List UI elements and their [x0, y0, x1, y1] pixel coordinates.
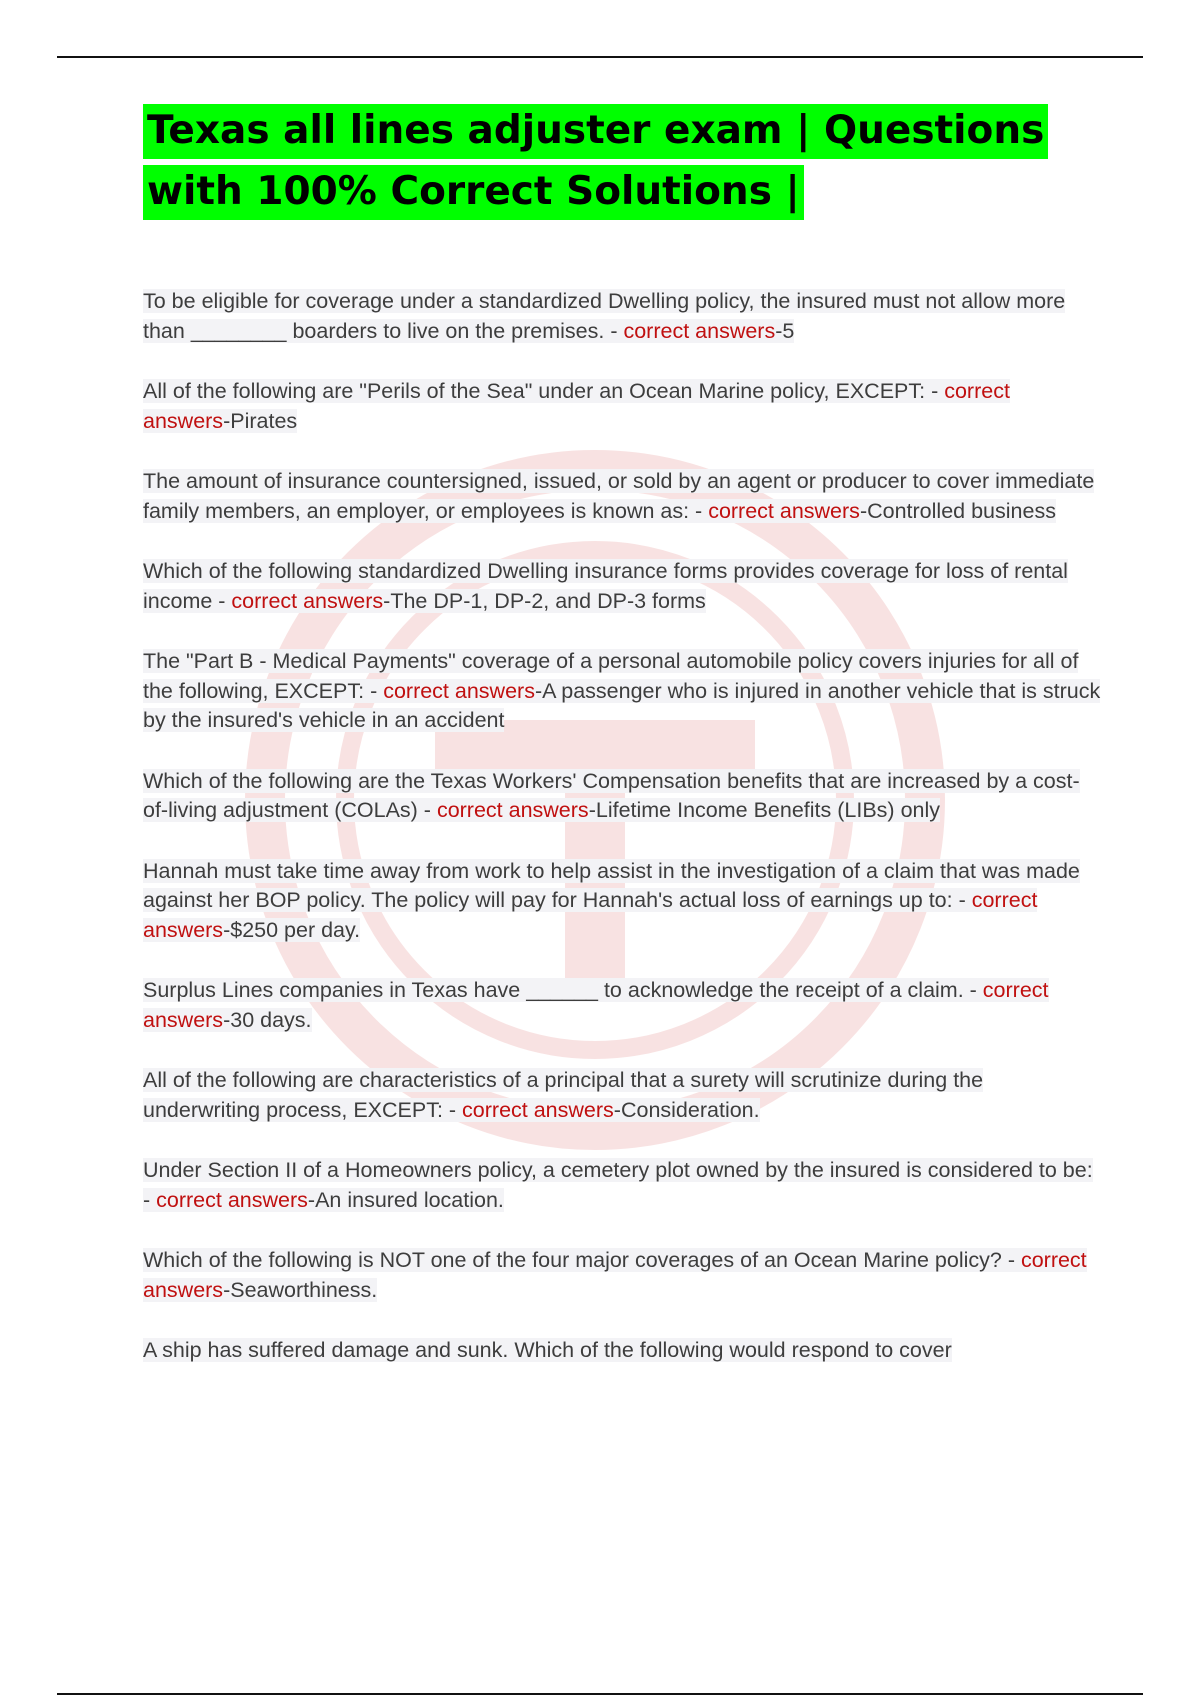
title-highlight: Texas all lines adjuster exam | Questions with 100% Correct Solutions |: [143, 104, 1048, 220]
question-text: Which of the following is NOT one of the four major coverages of an Ocean Marine policy?: [143, 1248, 1002, 1272]
answer-separator: -: [1001, 1248, 1021, 1272]
question-text: The "Part B - Medical Payments" coverage of a personal automobile policy covers injuries for all of the following, EXCEPT:: [143, 649, 1079, 703]
question-text: Which of the following are the Texas Workers' Compensation benefits that are increased by a cost-of-living adjustment (COLAs): [143, 768, 1080, 822]
document-title: [143, 100, 1103, 222]
answer-dash: -: [223, 1007, 231, 1032]
question-text: The amount of insurance countersigned, issued, or sold by an agent or producer to cover immediate family members, an employer, or employees is known as:: [143, 469, 1095, 523]
answer-dash: -: [223, 408, 231, 433]
answer-separator: -: [963, 978, 983, 1002]
qa-list: [143, 287, 1103, 1397]
top-rule: [57, 56, 1143, 58]
answer-separator: -: [442, 1097, 463, 1122]
qa-item-8: [143, 976, 1103, 1035]
answer-separator: -: [143, 1187, 157, 1212]
answer-dash: -: [383, 588, 391, 613]
qa-item-7: [143, 857, 1103, 946]
answer-label: correct answers: [462, 1097, 614, 1122]
answer-text: 5: [782, 318, 795, 343]
answer-label: correct answers: [231, 588, 384, 613]
qa-item-6: [143, 767, 1103, 826]
answer-dash: -: [307, 1187, 316, 1212]
answer-dash: -: [223, 1277, 231, 1302]
answer-text: $250 per day.: [230, 917, 361, 942]
answer-separator: -: [212, 588, 232, 613]
answer-dash: -: [588, 798, 596, 822]
answer-separator: -: [925, 379, 945, 403]
answer-separator: -: [417, 798, 437, 822]
answer-text: Pirates: [230, 408, 298, 433]
qa-item-1: [143, 287, 1103, 346]
question-text: Hannah must take time away from work to help assist in the investigation of a claim that was made against her BOP policy. The policy will pay for Hannah's actual loss of earnings up to:: [143, 858, 1080, 912]
answer-text: Lifetime Income Benefits (LIBs) only: [595, 798, 941, 822]
answer-separator: -: [364, 678, 384, 703]
answer-dash: -: [223, 917, 231, 942]
answer-label: correct answers: [623, 318, 776, 343]
answer-label: correct answers: [708, 498, 860, 523]
answer-text: The DP-1, DP-2, and DP-3 forms: [390, 588, 706, 613]
qa-item-11: [143, 1246, 1103, 1305]
question-text: Surplus Lines companies in Texas have ______ to acknowledge the receipt of a claim.: [143, 978, 964, 1002]
question-text: All of the following are characteristics of a principal that a surety will scrutinize during the underwriting process, EXCEPT:: [143, 1068, 984, 1122]
question-text: To be eligible for coverage under a standardized Dwelling policy, the insured must not allow more than ________ boarders to live on the premises.: [143, 289, 1066, 343]
question-text: Under Section II of a Homeowners policy, a cemetery plot owned by the insured is considered to be:: [143, 1158, 1093, 1182]
answer-separator: -: [689, 498, 709, 523]
qa-item-4: [143, 557, 1103, 616]
qa-item-12: [143, 1336, 1103, 1366]
answer-dash: -: [859, 498, 868, 523]
answer-text: An insured location.: [315, 1187, 504, 1212]
answer-text: 30 days.: [230, 1007, 312, 1032]
answer-label: correct answers: [383, 678, 535, 703]
question-text: All of the following are "Perils of the Sea" under an Ocean Marine policy, EXCEPT:: [143, 379, 926, 403]
question-text: Which of the following standardized Dwelling insurance forms provides coverage for loss of rental income: [143, 559, 1068, 613]
answer-label: correct answers: [143, 379, 1010, 433]
qa-item-5: [143, 647, 1103, 736]
answer-text: Seaworthiness.: [230, 1277, 378, 1302]
answer-label: correct answers: [143, 888, 1038, 942]
answer-dash: -: [775, 318, 783, 343]
answer-label: correct answers: [143, 1248, 1087, 1302]
answer-separator: -: [952, 888, 972, 912]
answer-label: correct answers: [156, 1187, 308, 1212]
question-text: A ship has suffered damage and sunk. Which of the following would respond to cover: [143, 1338, 952, 1362]
qa-item-2: [143, 377, 1103, 436]
qa-item-3: [143, 467, 1103, 526]
answer-text: Controlled business: [867, 498, 1056, 523]
answer-text: A passenger who is injured in another vehicle that is struck by the insured's vehicle in an accident: [143, 678, 1101, 732]
answer-separator: -: [604, 318, 624, 343]
answer-text: Consideration.: [620, 1097, 760, 1122]
qa-item-9: [143, 1066, 1103, 1125]
bottom-rule: [57, 1693, 1143, 1695]
answer-dash: -: [534, 678, 543, 703]
answer-label: correct answers: [143, 978, 1049, 1032]
answer-dash: -: [613, 1097, 621, 1122]
qa-item-10: [143, 1156, 1103, 1215]
answer-label: correct answers: [436, 798, 589, 822]
